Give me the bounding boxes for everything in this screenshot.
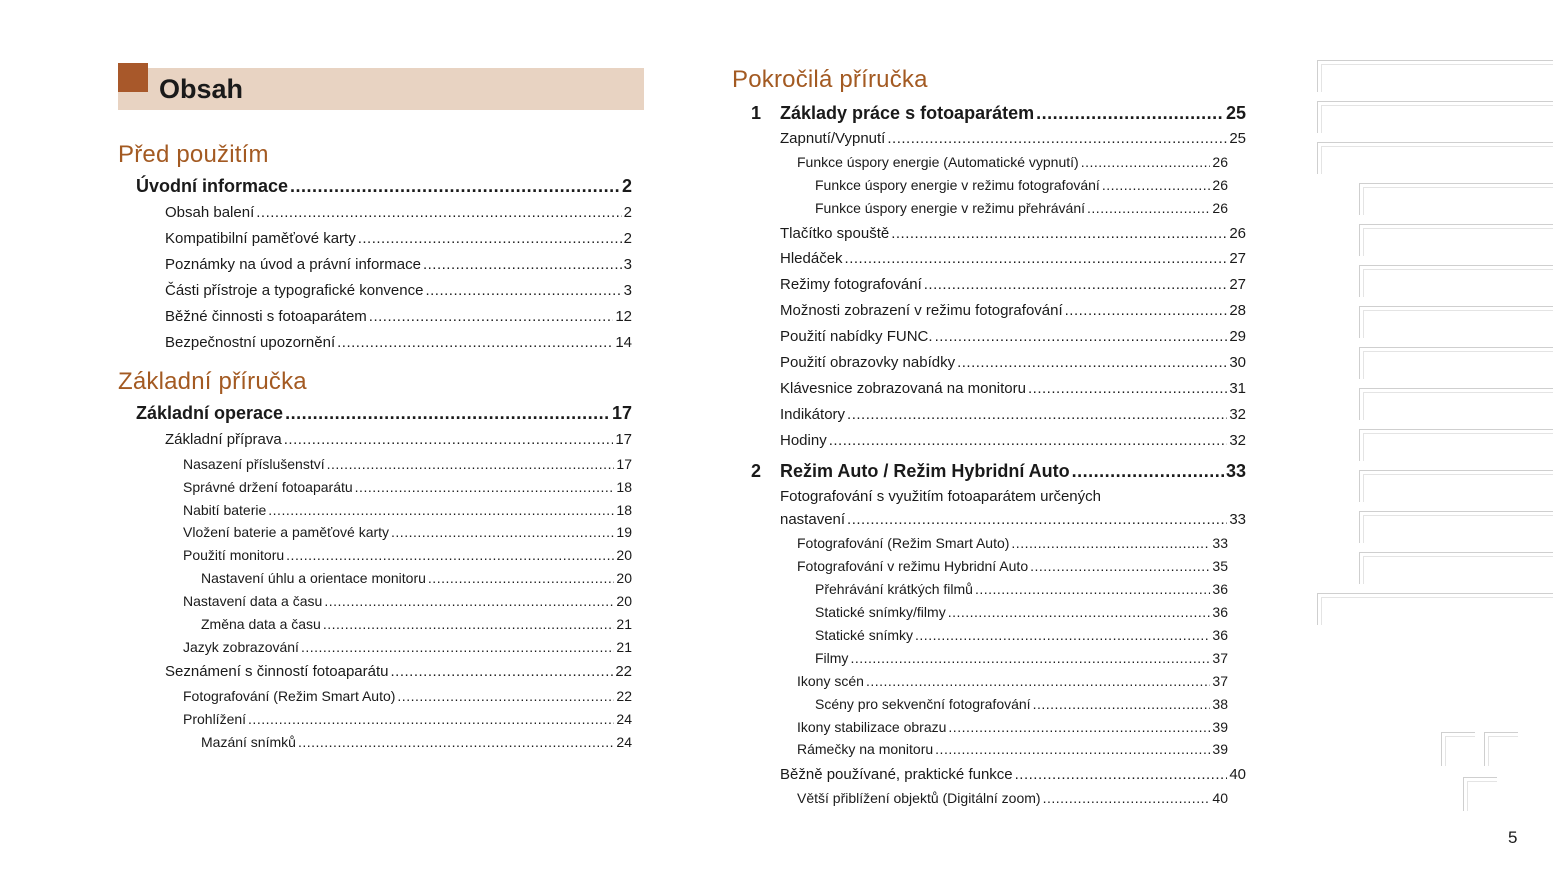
- side-tab[interactable]: [1359, 429, 1553, 461]
- toc-entry[interactable]: Indikátory ..... 32: [780, 406, 1246, 423]
- toc-entry[interactable]: Prohlížení ..... 24: [183, 711, 632, 727]
- toc-entry[interactable]: Statické snímky/filmy ..... 36: [815, 604, 1228, 620]
- toc-entry[interactable]: Hodiny ..... 32: [780, 432, 1246, 449]
- toc-entry[interactable]: Použití monitoru ..... 20: [183, 547, 632, 563]
- side-tab[interactable]: [1317, 60, 1553, 92]
- side-tab[interactable]: [1359, 347, 1553, 379]
- toc-entry[interactable]: Úvodní informace ..... 2: [136, 176, 632, 197]
- toc-entry[interactable]: Rámečky na monitoru ..... 39: [797, 741, 1228, 757]
- toc-entry[interactable]: Nabití baterie ..... 18: [183, 502, 632, 518]
- toc-entry[interactable]: Statické snímky ..... 36: [815, 627, 1228, 643]
- toc-entry[interactable]: Tlačítko spouště ..... 26: [780, 225, 1246, 242]
- side-tab[interactable]: [1359, 552, 1553, 584]
- toc-entry[interactable]: Základy práce s fotoaparátem ..... 25: [780, 103, 1246, 124]
- toc-entry[interactable]: Možnosti zobrazení v režimu fotografování ..... 28: [780, 302, 1246, 319]
- toc-entry[interactable]: Jazyk zobrazování ..... 21: [183, 639, 632, 655]
- toc-entry[interactable]: Použití nabídky FUNC. ..... 29: [780, 328, 1246, 345]
- toc-entry[interactable]: Funkce úspory energie v režimu přehrávání ..... 26: [815, 200, 1228, 216]
- toc-entry[interactable]: Ikony scén ..... 37: [797, 673, 1228, 689]
- title-accent-square: [118, 63, 148, 92]
- section-heading-pred-pouzitim: Před použitím: [118, 141, 269, 168]
- page-number: 5: [1508, 828, 1518, 847]
- toc-entry[interactable]: Klávesnice zobrazovaná na monitoru ..... 31: [780, 380, 1246, 397]
- toc-entry[interactable]: Filmy ..... 37: [815, 650, 1228, 666]
- page-title: Obsah: [159, 74, 244, 104]
- toc-entry[interactable]: Bezpečnostní upozornění ..... 14: [165, 334, 632, 351]
- toc-entry[interactable]: Základní příprava ..... 17: [165, 431, 632, 448]
- back-button[interactable]: [1463, 777, 1497, 811]
- toc-entry[interactable]: Přehrávání krátkých filmů ..... 36: [815, 581, 1228, 597]
- toc-entry[interactable]: Fotografování (Režim Smart Auto) ..... 22: [183, 688, 632, 704]
- side-tab[interactable]: [1317, 142, 1553, 174]
- toc-entry[interactable]: Správné držení fotoaparátu ..... 18: [183, 479, 632, 495]
- side-tab[interactable]: [1359, 511, 1553, 543]
- toc-entry[interactable]: Části přístroje a typografické konvence ..... 3: [165, 282, 632, 299]
- toc-entry[interactable]: Funkce úspory energie v režimu fotografování ..... 26: [815, 177, 1228, 193]
- section-heading-pokrocila-prirucka: Pokročilá příručka: [732, 66, 928, 93]
- toc-entry[interactable]: Základní operace ..... 17: [136, 403, 632, 424]
- previous-page-button[interactable]: [1441, 732, 1475, 766]
- side-tab[interactable]: [1359, 224, 1553, 256]
- toc-entry-first-line[interactable]: Fotografování s využitím fotoaparátem určených: [780, 488, 1101, 505]
- toc-entry[interactable]: Ikony stabilizace obrazu ..... 39: [797, 719, 1228, 735]
- toc-entry[interactable]: Poznámky na úvod a právní informace ..... 3: [165, 256, 632, 273]
- toc-entry[interactable]: Běžně používané, praktické funkce ..... 40: [780, 766, 1246, 783]
- toc-entry[interactable]: Běžné činnosti s fotoaparátem ..... 12: [165, 308, 632, 325]
- chapter-number: 2: [751, 461, 762, 481]
- side-tab[interactable]: [1317, 593, 1553, 625]
- side-tab[interactable]: [1359, 388, 1553, 420]
- side-tab[interactable]: [1317, 101, 1553, 133]
- next-page-button[interactable]: [1484, 732, 1518, 766]
- chapter-number: 1: [751, 103, 762, 123]
- toc-entry[interactable]: Vložení baterie a paměťové karty ..... 19: [183, 524, 632, 540]
- side-tab[interactable]: [1359, 306, 1553, 338]
- toc-entry[interactable]: Fotografování v režimu Hybridní Auto ..... 35: [797, 558, 1228, 574]
- side-tab[interactable]: [1359, 183, 1553, 215]
- toc-entry[interactable]: Obsah balení ..... 2: [165, 204, 632, 221]
- toc-entry[interactable]: Hledáček ..... 27: [780, 250, 1246, 267]
- toc-entry[interactable]: Režim Auto / Režim Hybridní Auto ..... 33: [780, 461, 1246, 482]
- toc-entry[interactable]: Nasazení příslušenství ..... 17: [183, 456, 632, 472]
- toc-entry[interactable]: Nastavení data a času ..... 20: [183, 593, 632, 609]
- toc-entry[interactable]: Použití obrazovky nabídky ..... 30: [780, 354, 1246, 371]
- side-tab[interactable]: [1359, 470, 1553, 502]
- toc-entry[interactable]: Změna data a času ..... 21: [201, 616, 632, 632]
- toc-entry[interactable]: nastavení ..... 33: [780, 511, 1246, 528]
- toc-entry[interactable]: Mazání snímků ..... 24: [201, 734, 632, 750]
- toc-entry[interactable]: Seznámení s činností fotoaparátu ..... 22: [165, 663, 632, 680]
- toc-entry[interactable]: Nastavení úhlu a orientace monitoru ..... 20: [201, 570, 632, 586]
- toc-entry[interactable]: Větší přiblížení objektů (Digitální zoom) ..... 40: [797, 790, 1228, 806]
- toc-entry[interactable]: Fotografování (Režim Smart Auto) ..... 33: [797, 535, 1228, 551]
- side-tab[interactable]: [1359, 265, 1553, 297]
- toc-entry[interactable]: Funkce úspory energie (Automatické vypnutí) ..... 26: [797, 154, 1228, 170]
- toc-entry[interactable]: Režimy fotografování ..... 27: [780, 276, 1246, 293]
- toc-entry[interactable]: Zapnutí/Vypnutí ..... 25: [780, 130, 1246, 147]
- section-heading-zakladni-prirucka: Základní příručka: [118, 368, 307, 395]
- toc-entry[interactable]: Kompatibilní paměťové karty ..... 2: [165, 230, 632, 247]
- toc-entry[interactable]: Scény pro sekvenční fotografování ..... 38: [815, 696, 1228, 712]
